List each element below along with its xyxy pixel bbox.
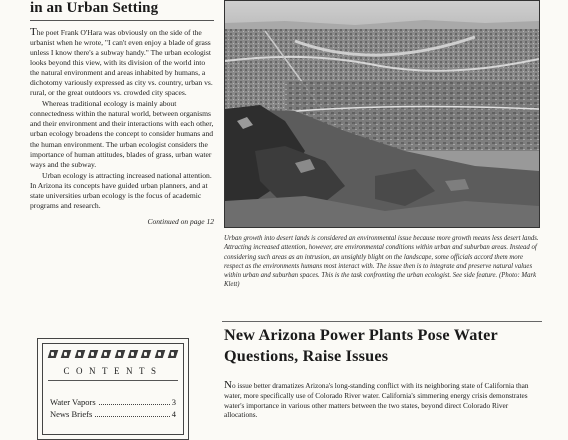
ornament-icon	[75, 349, 85, 359]
right-article-headline: New Arizona Power Plants Pose Water Questions, Raise Issues	[224, 326, 498, 365]
photo-caption	[224, 234, 540, 290]
left-article-paragraph-2: Whereas traditional ecology is mainly about connectedness within the natural world, between organisms and their environment and their interactions with each other, urban ecology broadens the concept to consider humans and the human environment. The urban ecologist considers the importance of human attitudes, blades of grass, urban water ways and the subway.	[30, 99, 214, 169]
left-article-paragraph-1-text: he poet Frank O'Hara was obviously on the side of the urbanist when he wrote, "I can't even enjoy a blade of grass unless I know there's a subway handy." The urban ecologist looks beyond this view, with its division of the world into the natural environment and areas inhabited by humans, a dichotomy variously expressed as city vs. country, urban vs. rural, or the great outdoors vs. crowded city spaces.	[30, 28, 213, 98]
ornament-border	[48, 349, 178, 361]
left-article-paragraph-3: Urban ecology is attracting increased national attention. In Arizona its concepts have guided urban planners, and at state universities urban ecology is the focus of academic programs and research.	[30, 170, 212, 210]
continued-note: Continued on page 12	[147, 216, 214, 226]
ornament-icon	[115, 349, 125, 359]
photo-caption-text: Urban growth into desert lands is considered an environmental issue because more growth means less desert lands. Attracting increased attention, however, are environmental conditions within urban and suburban areas. Instead of considering such areas as an intrusion, an unsightly blight on the landscape, some officials accord them more respect as the environments humans most interact with. The issue then is to integrate and preserve natural values within urban and suburban spaces. This is the task confronting the urban ecologist. See side feature.	[224, 235, 539, 280]
toc-item-label: Water Vapors	[50, 397, 96, 407]
toc-item-page: 4	[171, 409, 176, 419]
right-article-text: o issue better dramatizes Arizona's long-standing conflict with its neighboring state of California than water, more specifically use of Colorado River water. California's simmering energy crisis demonstrates water's importance in various other matters between the two states, beyond direct Colorado River allocations.	[224, 381, 529, 420]
ornament-icon	[141, 349, 151, 359]
desert-city-photo	[224, 0, 540, 228]
right-article-body	[224, 381, 540, 420]
ornament-icon	[48, 349, 58, 359]
toc-item-page: 3	[171, 397, 176, 407]
ornament-icon	[61, 349, 71, 359]
ornament-icon	[128, 349, 138, 359]
right-article-dropcap: N	[224, 379, 232, 391]
photo-illustration	[225, 1, 539, 227]
contents-divider	[48, 380, 178, 381]
ornament-icon	[155, 349, 165, 359]
ornament-icon	[88, 349, 98, 359]
contents-box	[37, 338, 189, 440]
toc-leader	[95, 416, 169, 417]
toc-item[interactable]	[50, 397, 176, 409]
ornament-icon	[101, 349, 111, 359]
left-article-body	[30, 27, 214, 227]
toc-leader	[99, 404, 170, 405]
ornament-icon	[168, 349, 178, 359]
toc-item[interactable]	[50, 409, 176, 421]
left-article-dropcap: T	[30, 26, 37, 38]
toc-item-label: News Briefs	[50, 409, 93, 419]
left-article	[30, 0, 214, 227]
section-divider	[222, 321, 542, 322]
contents-title: CONTENTS	[63, 366, 163, 376]
left-article-paragraph-1	[30, 27, 214, 98]
left-article-headline: in an Urban Setting	[30, 0, 214, 21]
photo-credit: (Photo: Mark Klett)	[224, 272, 537, 289]
table-of-contents	[50, 397, 176, 421]
